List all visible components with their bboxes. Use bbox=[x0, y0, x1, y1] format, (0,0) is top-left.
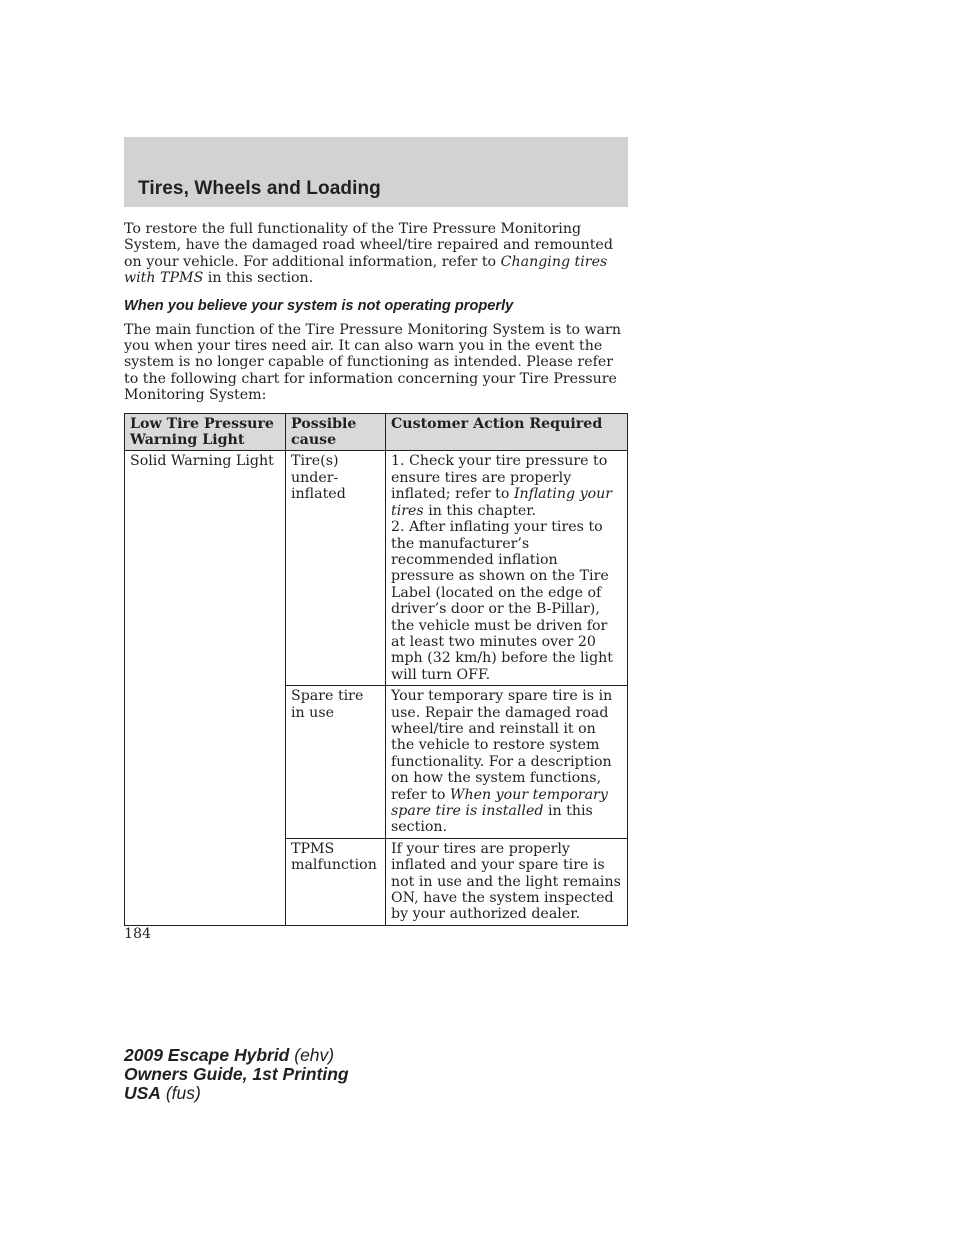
action-text: Your temporary spare tire is in use. Repair the damaged road wheel/tire and reinstall it on the vehicle to restore system functionality. For a description on how the system functions, refer to bbox=[391, 688, 613, 803]
intro-reference: Changing tires with TPMS bbox=[124, 253, 608, 287]
footer-line-1 bbox=[124, 1046, 349, 1065]
document-footer bbox=[124, 1046, 349, 1103]
footer-model-code: (ehv) bbox=[294, 1045, 335, 1065]
tpms-troubleshooting-table bbox=[124, 413, 628, 926]
body-paragraph: The main function of the Tire Pressure Monitoring System is to warn you when your tires need air. It can also warn you in the event the system is no longer capable of functioning as intended. Please refer to the following chart for information concerning your Tire Pressure Monitoring System: bbox=[124, 321, 622, 404]
subheading: When you believe your system is not operating properly bbox=[124, 297, 514, 314]
footer-line-3 bbox=[124, 1084, 349, 1103]
warning-light-cell: Solid Warning Light bbox=[125, 451, 286, 925]
action-reference: Inflating your tires bbox=[391, 486, 613, 519]
action-cell bbox=[386, 686, 628, 839]
footer-market: USA bbox=[124, 1083, 161, 1103]
action-text-end: in this section. bbox=[391, 803, 593, 836]
page-number: 184 bbox=[124, 926, 152, 942]
cause-cell: Tire(s) under-inflated bbox=[286, 451, 386, 686]
action-cell: If your tires are properly inflated and your spare tire is not in use and the light remains ON, have the system inspected by your authorized dealer. bbox=[386, 838, 628, 925]
action-reference: When your temporary spare tire is installed bbox=[391, 786, 608, 819]
footer-line-2 bbox=[124, 1065, 349, 1084]
section-title: Tires, Wheels and Loading bbox=[138, 178, 381, 199]
header-customer-action: Customer Action Required bbox=[386, 413, 628, 451]
footer-market-code: (fus) bbox=[165, 1083, 201, 1103]
header-warning-light: Low Tire Pressure Warning Light bbox=[125, 413, 286, 451]
footer-guide: Owners Guide, 1st Printing bbox=[124, 1064, 349, 1084]
intro-paragraph bbox=[124, 221, 628, 287]
table-header-row bbox=[125, 413, 628, 451]
action-text-end: in this chapter. bbox=[423, 502, 537, 519]
table-row bbox=[125, 451, 628, 686]
action-step-2: 2. After inflating your tires to the manufacturer’s recommended inflation pressure as shown on the Tire Label (located on the edge of driver’s door or the B-Pillar), the vehicle must be driven for at least two minutes over 20 mph (32 km/h) before the light will turn OFF. bbox=[391, 519, 613, 683]
intro-text: To restore the full functionality of the Tire Pressure Monitoring System, have the damaged road wheel/tire repaired and remounted on your vehicle. For additional information, refer to bbox=[124, 221, 613, 270]
action-text: 1. Check your tire pressure to ensure tires are properly inflated; refer to bbox=[391, 453, 608, 503]
intro-text-end: in this section. bbox=[203, 270, 314, 287]
cause-cell: Spare tire in use bbox=[286, 686, 386, 839]
header-possible-cause: Possible cause bbox=[286, 413, 386, 451]
footer-model: 2009 Escape Hybrid bbox=[124, 1045, 290, 1065]
cause-cell: TPMS malfunction bbox=[286, 838, 386, 925]
action-cell bbox=[386, 451, 628, 686]
section-header-band bbox=[124, 137, 628, 207]
page-content bbox=[124, 221, 628, 926]
